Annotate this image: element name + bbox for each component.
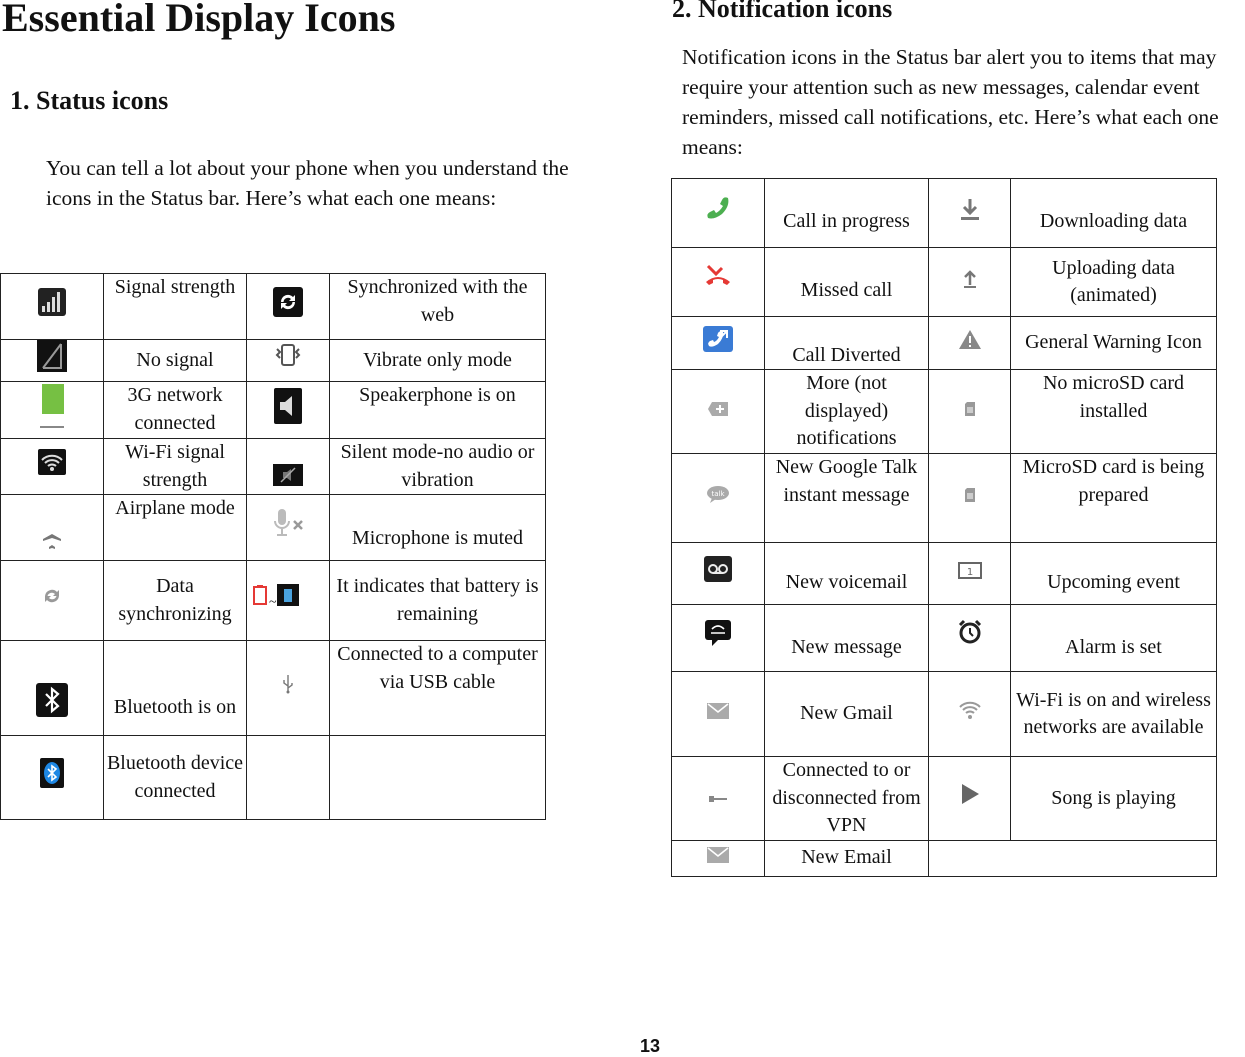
icon-cell: [1, 561, 104, 641]
no-signal-icon: [37, 340, 67, 372]
icon-cell: [672, 317, 765, 370]
call-diverted-icon: [703, 326, 733, 352]
status-icons-table: [0, 273, 546, 820]
icon-cell: [672, 543, 765, 605]
calendar-icon: [958, 561, 982, 579]
icon-cell: [672, 672, 765, 757]
signal-strength-icon: [38, 288, 66, 316]
bluetooth-connected-icon: [40, 758, 64, 788]
page-number: 13: [639, 1036, 661, 1056]
silent-icon: [273, 464, 303, 486]
icon-cell: [247, 381, 330, 439]
icon-cell: [247, 495, 330, 561]
no-sd-card-icon: [964, 401, 976, 417]
icon-cell: [672, 370, 765, 454]
google-talk-icon: [706, 485, 730, 503]
label-cell: Upcoming event: [1011, 543, 1217, 605]
label-cell: Connected to or disconnected from VPN: [765, 757, 929, 841]
speaker-icon: [274, 388, 302, 424]
vibrate-icon: [272, 341, 304, 371]
table-row: [672, 317, 1217, 370]
label-cell: Signal strength: [104, 274, 247, 340]
icon-cell: [247, 561, 330, 641]
icon-cell: [1, 340, 104, 382]
wifi-available-icon: [958, 700, 982, 720]
3g-icon: [38, 382, 66, 430]
notification-icons-heading: 2. Notification icons: [672, 0, 893, 23]
data-sync-icon: [40, 584, 64, 608]
label-cell: It indicates that battery is remaining: [330, 561, 546, 641]
airplane-icon: [41, 522, 63, 552]
table-row: [672, 248, 1217, 317]
icon-cell: [929, 370, 1011, 454]
label-cell: Data synchronizing: [104, 561, 247, 641]
notification-icons-intro: Notification icons in the Status bar alert you to items that may require your attention such as new messages, calendar event reminders, missed call notifications, etc. Here’s what each one means:: [682, 45, 1219, 159]
table-row: [1, 736, 546, 820]
table-row: [1, 561, 546, 641]
icon-cell: [672, 757, 765, 841]
label-cell: Vibrate only mode: [330, 340, 546, 382]
download-icon: [959, 197, 981, 221]
icon-cell: [672, 454, 765, 543]
table-row: [1, 340, 546, 382]
icon-cell: [929, 248, 1011, 317]
battery-full-icon: [277, 584, 299, 606]
icon-cell: [1, 736, 104, 820]
table-row: [672, 179, 1217, 248]
empty-cell: [247, 736, 330, 820]
sd-preparing-icon: [964, 487, 976, 503]
svg-text:talk: talk: [711, 490, 725, 499]
label-cell: Microphone is muted: [330, 495, 546, 561]
icon-cell: [1, 274, 104, 340]
voicemail-icon: [704, 556, 732, 582]
icon-cell: [247, 439, 330, 495]
table-row: [1, 439, 546, 495]
battery-range-separator: ~: [269, 595, 277, 611]
warning-icon: [958, 328, 982, 350]
icon-cell: [672, 605, 765, 672]
email-icon: [707, 847, 729, 863]
icon-cell: [672, 840, 765, 876]
label-cell: Synchronized with the web: [330, 274, 546, 340]
more-notifications-icon: [707, 401, 729, 417]
icon-cell: [672, 248, 765, 317]
sync-icon: [273, 287, 303, 317]
table-row: [672, 454, 1217, 543]
label-cell: No microSD card installed: [1011, 370, 1217, 454]
empty-cell: [929, 840, 1217, 876]
label-cell: General Warning Icon: [1011, 317, 1217, 370]
svg-text:1: 1: [966, 566, 973, 578]
table-row: [1, 381, 546, 439]
label-cell: No signal: [104, 340, 247, 382]
icon-cell: [247, 274, 330, 340]
table-row: [672, 370, 1217, 454]
label-cell: Song is playing: [1011, 757, 1217, 841]
label-cell: Wi-Fi is on and wireless networks are available: [1011, 672, 1217, 757]
label-cell: New Google Talk instant message: [765, 454, 929, 543]
alarm-icon: [958, 619, 982, 645]
icon-cell: [247, 340, 330, 382]
status-icons-intro: You can tell a lot about your phone when you understand the icons in the Status bar. Here’s what each one means:: [46, 156, 569, 210]
label-cell: Speakerphone is on: [330, 381, 546, 439]
notification-icons-table: [671, 178, 1217, 877]
table-row: [672, 840, 1217, 876]
upload-icon: [962, 267, 978, 289]
label-cell: Silent mode-no audio or vibration: [330, 439, 546, 495]
label-cell: New voicemail: [765, 543, 929, 605]
label-cell: Call Diverted: [765, 317, 929, 370]
label-cell: New Gmail: [765, 672, 929, 757]
icon-cell: [929, 179, 1011, 248]
label-cell: Alarm is set: [1011, 605, 1217, 672]
label-cell: Bluetooth device connected: [104, 736, 247, 820]
label-cell: Bluetooth is on: [104, 641, 247, 736]
page-title: Essential Display Icons: [2, 0, 396, 40]
icon-cell: [929, 543, 1011, 605]
icon-cell: [1, 495, 104, 561]
missed-call-icon: [704, 262, 732, 286]
label-cell: Uploading data (animated): [1011, 248, 1217, 317]
icon-cell: [929, 672, 1011, 757]
table-row: [672, 543, 1217, 605]
icon-cell: [1, 641, 104, 736]
battery-icon: [251, 584, 269, 606]
label-cell: Downloading data: [1011, 179, 1217, 248]
bluetooth-icon: [36, 683, 68, 717]
icon-cell: [929, 605, 1011, 672]
play-icon: [960, 783, 980, 805]
wifi-icon: [38, 449, 66, 475]
table-row: [1, 495, 546, 561]
mic-muted-icon: [270, 507, 306, 539]
vpn-icon: [708, 794, 728, 804]
call-in-progress-icon: [704, 196, 732, 222]
status-icons-heading: 1. Status icons: [10, 86, 169, 115]
label-cell: Connected to a computer via USB cable: [330, 641, 546, 736]
label-cell: MicroSD card is being prepared: [1011, 454, 1217, 543]
table-row: [1, 274, 546, 340]
icon-cell: [672, 179, 765, 248]
label-cell: New Email: [765, 840, 929, 876]
icon-cell: [929, 454, 1011, 543]
icon-cell: [1, 439, 104, 495]
icon-cell: [929, 757, 1011, 841]
table-row: [672, 672, 1217, 757]
label-cell: New message: [765, 605, 929, 672]
label-cell: Missed call: [765, 248, 929, 317]
table-row: [672, 605, 1217, 672]
table-row: [1, 641, 546, 736]
usb-icon: [281, 674, 295, 694]
icon-cell: [247, 641, 330, 736]
gmail-icon: [707, 703, 729, 719]
new-message-icon: [704, 619, 732, 647]
table-row: [672, 757, 1217, 841]
label-cell: Airplane mode: [104, 495, 247, 561]
icon-cell: [929, 317, 1011, 370]
icon-cell: [1, 381, 104, 439]
label-cell: Call in progress: [765, 179, 929, 248]
empty-cell: [330, 736, 546, 820]
label-cell: Wi-Fi signal strength: [104, 439, 247, 495]
label-cell: More (not displayed) notifications: [765, 370, 929, 454]
label-cell: 3G network connected: [104, 381, 247, 439]
